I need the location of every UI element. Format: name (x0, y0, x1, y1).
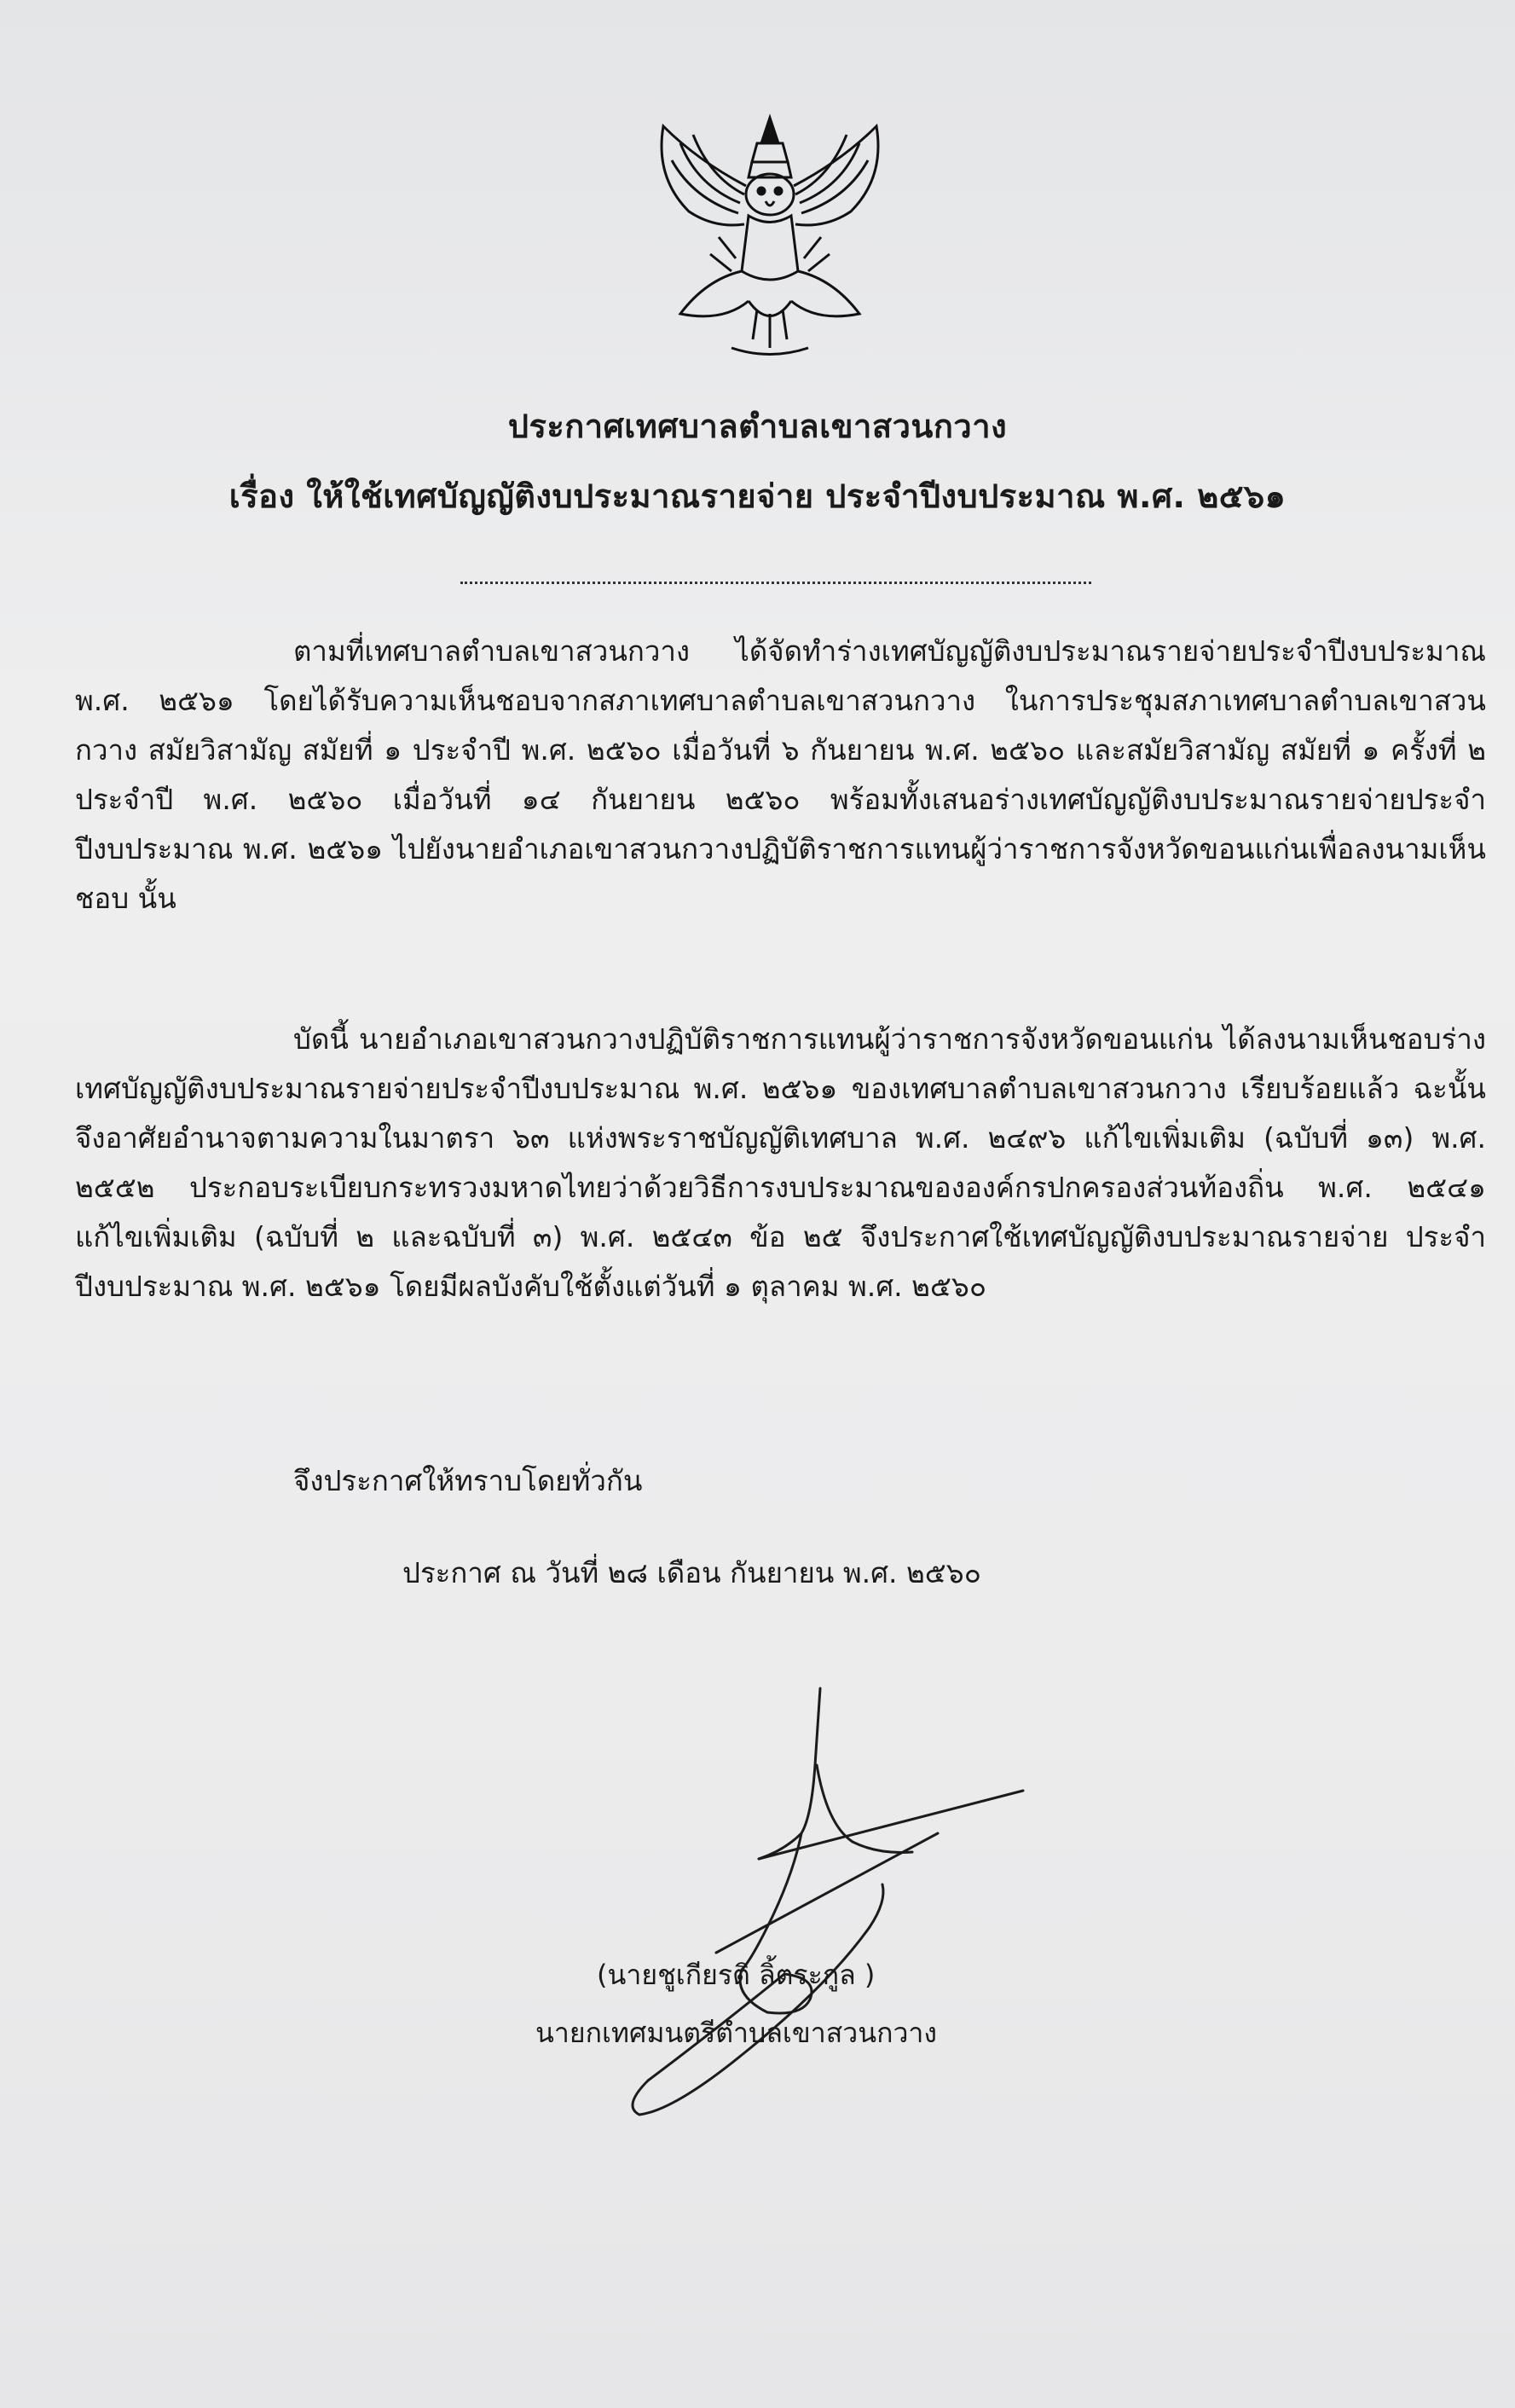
closing-statement: จึงประกาศให้ทราบโดยทั่วกัน (293, 1464, 643, 1497)
announcement-subject: เรื่อง ให้ใช้เทศบัญญัติงบประมาณรายจ่าย ประจำปีงบประมาณ พ.ศ. ๒๕๖๑ (228, 478, 1287, 515)
announcement-title: ประกาศเทศบาลตำบลเขาสวนกวาง (507, 408, 1008, 445)
body-paragraph-1: ตามที่เทศบาลตำบลเขาสวนกวาง ได้จัดทำร่างเทศบัญญัติงบประมาณรายจ่ายประจำปีงบประมาณ พ.ศ. ๒๕๖๑ โดยได้รับความเห็นชอบจากสภาเทศบาลตำบลเขาสวนกวาง ในการประชุมสภาเทศบาลตำบลเขาสวนกวาง สมัยวิสามัญ สมัยที่ ๑ ประจำปี พ.ศ. ๒๕๖๐ เมื่อวันที่ ๖ กันยายน พ.ศ. ๒๕๖๐ และสมัยวิสามัญ สมัยที่ ๑ ครั้งที่ ๒ ประจำปี พ.ศ. ๒๕๖๐ เมื่อวันที่ ๑๔ กันยายน ๒๕๖๐ พร้อมทั้งเสนอร่างเทศบัญญัติงบประมาณรายจ่ายประจำปีงบประมาณ พ.ศ. ๒๕๖๑ ไปยังนายอำเภอเขาสวนกวางปฏิบัติราชการแทนผู้ว่าราชการจังหวัดขอนแก่นเพื่อลงนามเห็นชอบ นั้น (75, 634, 1486, 915)
signer-position: นายกเทศมนตรีตำบลเขาสวนกวาง (535, 2017, 938, 2049)
garuda-emblem-icon (629, 109, 911, 365)
handwritten-signature (546, 1671, 1057, 2166)
body-paragraph-2: บัดนี้ นายอำเภอเขาสวนกวางปฏิบัติราชการแทนผู้ว่าราชการจังหวัดขอนแก่น ได้ลงนามเห็นชอบร่างเทศบัญญัติงบประมาณรายจ่ายประจำปีงบประมาณ พ.ศ. ๒๕๖๑ ของเทศบาลตำบลเขาสวนกวาง เรียบร้อยแล้ว ฉะนั้นจึงอาศัยอำนาจตามความในมาตรา ๖๓ แห่งพระราชบัญญัติเทศบาล พ.ศ. ๒๔๙๖ แก้ไขเพิ่มเติม (ฉบับที่ ๑๓) พ.ศ. ๒๕๕๒ ประกอบระเบียบกระทรวงมหาดไทยว่าด้วยวิธีการงบประมาณขององค์กรปกครองส่วนท้องถิ่น พ.ศ. ๒๕๔๑ แก้ไขเพิ่มเติม (ฉบับที่ ๒ และฉบับที่ ๓) พ.ศ. ๒๕๔๓ ข้อ ๒๕ จึงประกาศใช้เทศบัญญัติงบประมาณรายจ่าย ประจำปีงบประมาณ พ.ศ. ๒๕๖๑ โดยมีผลบังคับใช้ตั้งแต่วันที่ ๑ ตุลาคม พ.ศ. ๒๕๖๐ (75, 1022, 1486, 1303)
dotted-divider (460, 582, 1091, 584)
announcement-date: ประกาศ ณ วันที่ ๒๘ เดือน กันยายน พ.ศ. ๒๕๖๐ (402, 1556, 981, 1589)
signer-name: (นายชูเกียรติ ลิ้ตระกูล ) (597, 1959, 876, 1991)
